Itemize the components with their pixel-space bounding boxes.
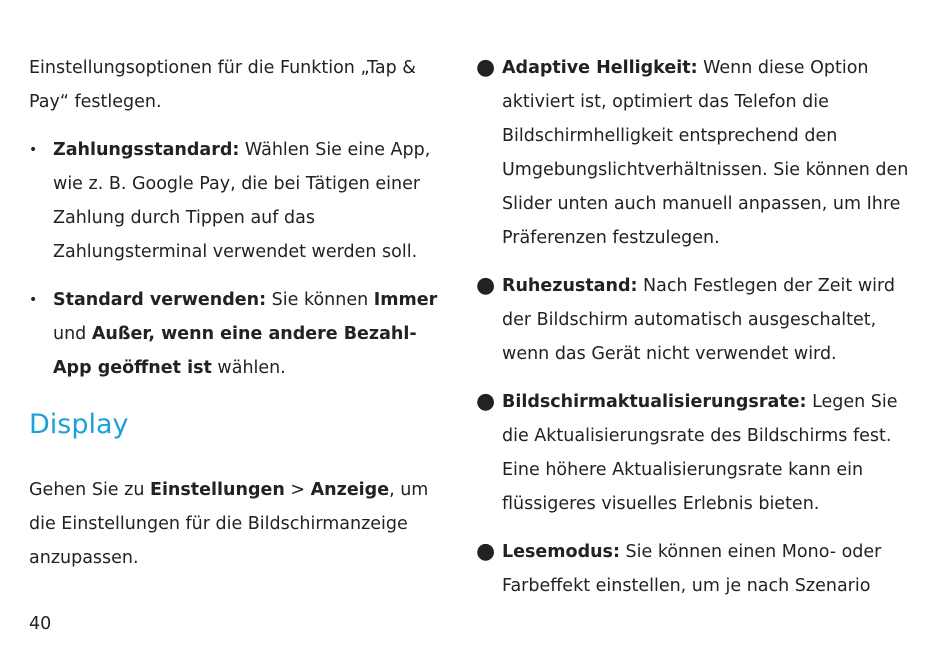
bullet-text: Wählen Sie eine App, wie z. B. Google Pay, die bei Tätigen einer Zahlung durch Tippen auf das Zahlungsterminal verwendet werden soll. [53, 140, 431, 262]
bullet-text: Legen Sie die Aktualisierungsrate des Bildschirms fest. Eine höhere Aktualisierungsrate kann ein flüssigeres visuelles Erlebnis bieten. [502, 392, 898, 514]
bullet-dot-icon: ● [476, 389, 496, 414]
bullet-lesemodus [478, 535, 918, 603]
bullet-dot-icon: ● [476, 539, 496, 564]
bullet-label: Lesemodus: [502, 542, 620, 562]
intro-paragraph: Einstellungsoptionen für die Funktion „Tap & Pay“ festlegen. [29, 58, 416, 112]
bullet-text: und [53, 324, 92, 344]
bullet-text: Nach Festlegen der Zeit wird der Bildschirm automatisch ausgeschaltet, wenn das Gerät nicht verwendet wird. [502, 276, 895, 364]
bullet-text: Sie können [266, 290, 374, 310]
option-immer: Immer [373, 290, 438, 310]
bullet-ruhezustand [478, 269, 918, 371]
bullet-label: Zahlungsstandard: [53, 140, 240, 160]
bullet-dot-icon: • [29, 292, 38, 308]
bullet-dot-icon: • [29, 142, 38, 158]
bullet-zahlungsstandard [29, 133, 454, 269]
left-column [29, 51, 454, 575]
bullet-label: Bildschirmaktualisierungsrate: [502, 392, 807, 412]
bullet-label: Standard verwenden: [53, 290, 267, 310]
bullet-bildschirmaktualisierungsrate [478, 385, 918, 521]
section-title-display: Display [29, 409, 129, 440]
bullet-text: Wenn diese Option aktiviert ist, optimiert das Telefon die Bildschirmhelligkeit entsprechend den Umgebungslichtverhältnissen. Sie können den Slider unten auch manuell anpassen, um Ihre Präferenzen festzulegen. [502, 58, 909, 248]
menu-einstellungen: Einstellungen [149, 480, 285, 500]
display-text: , um die Einstellungen für die Bildschirmanzeige anzupassen. [29, 480, 429, 568]
menu-anzeige: Anzeige [310, 480, 390, 500]
bullet-text: Sie können einen Mono- oder Farbeffekt einstellen, um je nach Szenario [502, 542, 882, 596]
bullet-label: Ruhezustand: [502, 276, 638, 296]
bullet-dot-icon: ● [476, 273, 496, 298]
option-ausser: Außer, wenn eine andere Bezahl-App geöffnet ist [53, 324, 417, 378]
right-column [478, 51, 918, 617]
display-text: Gehen Sie zu [29, 480, 150, 500]
bullet-label: Adaptive Helligkeit: [502, 58, 698, 78]
menu-separator: > [284, 480, 311, 500]
page-number: 40 [29, 614, 52, 634]
bullet-text: wählen. [211, 358, 286, 378]
display-paragraph [29, 473, 454, 575]
bullet-dot-icon: ● [476, 55, 496, 80]
bullet-adaptive-helligkeit [478, 51, 918, 255]
bullet-standard-verwenden [29, 283, 454, 385]
